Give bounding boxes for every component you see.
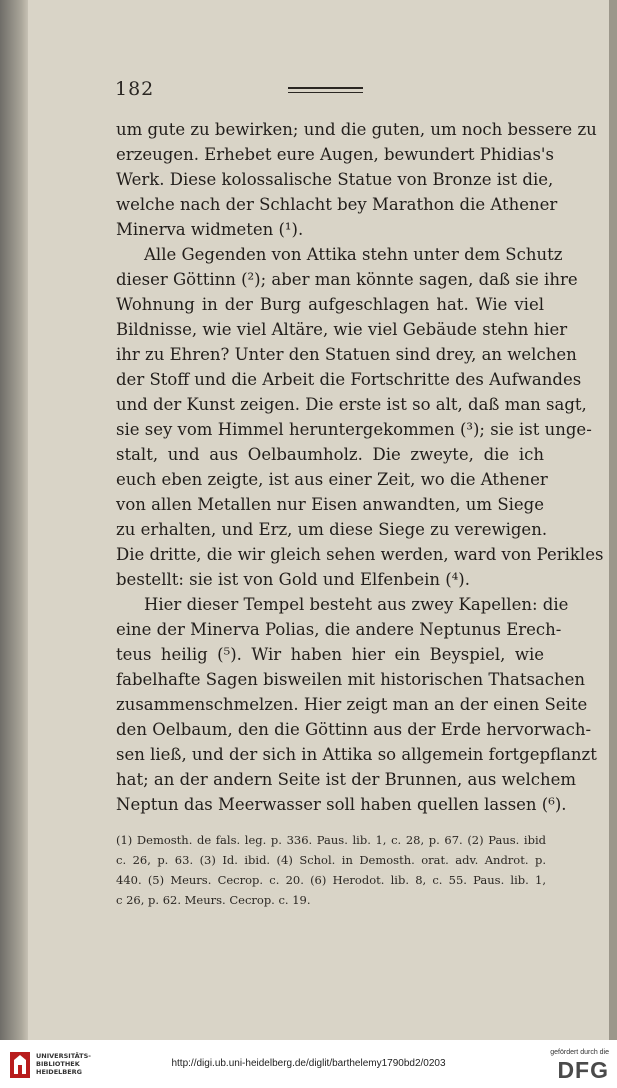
text-line: der Stoff und die Arbeit die Fortschritte des Aufwandes [116,370,582,389]
permalink-url[interactable]: http://digi.ub.uni-heidelberg.de/diglit/barthelemy1790bd2/0203 [171,1058,446,1069]
text-line: eine der Minerva Polias, die andere Neptunus Erech- [116,620,562,639]
library-name-line: UNIVERSITÄTS- [36,1052,91,1060]
text-line: zusammenschmelzen. Hier zeigt man an der einen Seite [116,695,588,714]
text-line: von allen Metallen nur Eisen anwandten, um Siege [116,495,544,514]
text-line: sie sey vom Himmel heruntergekommen (³); sie ist unge- [116,420,592,439]
text-line: stalt, und aus Oelbaumholz. Die zweyte, die ich [116,445,544,464]
text-line: fabelhafte Sagen bisweilen mit historischen Thatsachen [116,670,586,689]
library-name-line: BIBLIOTHEK [36,1060,80,1068]
text-line: Hier dieser Tempel besteht aus zwey Kapellen: die [144,595,569,614]
text-line: ihr zu Ehren? Unter den Statuen sind drey, an welchen [116,345,577,364]
text-line: Alle Gegenden von Attika stehn unter dem Schutz [144,245,563,264]
text-line: euch eben zeigte, ist aus einer Zeit, wo die Athener [116,470,548,489]
text-line: bestellt: sie ist von Gold und Elfenbein (⁴). [116,570,470,589]
text-line: hat; an der andern Seite ist der Brunnen, aus welchem [116,770,577,789]
text-line: und der Kunst zeigen. Die erste ist so alt, daß man sagt, [116,395,587,414]
library-name-line: HEIDELBERG [36,1068,83,1076]
text-line: Werk. Diese kolossalische Statue von Bronze ist die, [116,170,554,189]
text-line: teus heilig (⁵). Wir haben hier ein Beyspiel, wie [116,645,544,664]
footnote-line: (1) Demosth. de fals. leg. p. 336. Paus. lib. 1, c. 28, p. 67. (2) Paus. ibid [116,833,546,847]
text-line: den Oelbaum, den die Göttinn aus der Erde hervorwach- [116,720,592,739]
header-rule [288,87,363,89]
page-edge [609,0,617,1040]
text-line: Bildnisse, wie viel Altäre, wie viel Gebäude stehn hier [116,320,568,339]
book-gutter [0,0,30,1040]
text-line: erzeugen. Erhebet eure Augen, bewundert Phidias's [116,145,554,164]
header-rule-thin [288,92,363,93]
footnote-line: c. 26, p. 63. (3) Id. ibid. (4) Schol. in Demosth. orat. adv. Androt. p. [116,853,546,867]
text-line: dieser Göttinn (²); aber man könnte sagen, daß sie ihre [116,270,578,289]
text-line: Wohnung in der Burg aufgeschlagen hat. Wie viel [116,295,544,314]
funded-by-label: gefördert durch die [550,1049,609,1056]
page-number: 182 [115,78,155,100]
text-line: Neptun das Meerwasser soll haben quellen lassen (⁶). [116,795,567,814]
text-line: um gute zu bewirken; und die guten, um noch bessere zu [116,120,597,139]
footnote-line: c 26, p. 62. Meurs. Cecrop. c. 19. [116,893,311,907]
text-line: welche nach der Schlacht bey Marathon die Athener [116,195,558,214]
dfg-logo: DFG [557,1057,609,1083]
viewer-footer [0,1040,617,1088]
text-line: zu erhalten, und Erz, um diese Siege zu verewigen. [116,520,548,539]
text-line: sen ließ, und der sich in Attika so allgemein fortgepflanzt [116,745,597,764]
text-line: Minerva widmeten (¹). [116,220,304,239]
footnote-line: 440. (5) Meurs. Cecrop. c. 20. (6) Herodot. lib. 8, c. 55. Paus. lib. 1, [116,873,546,887]
text-line: Die dritte, die wir gleich sehen werden, ward von Perikles [116,545,604,564]
